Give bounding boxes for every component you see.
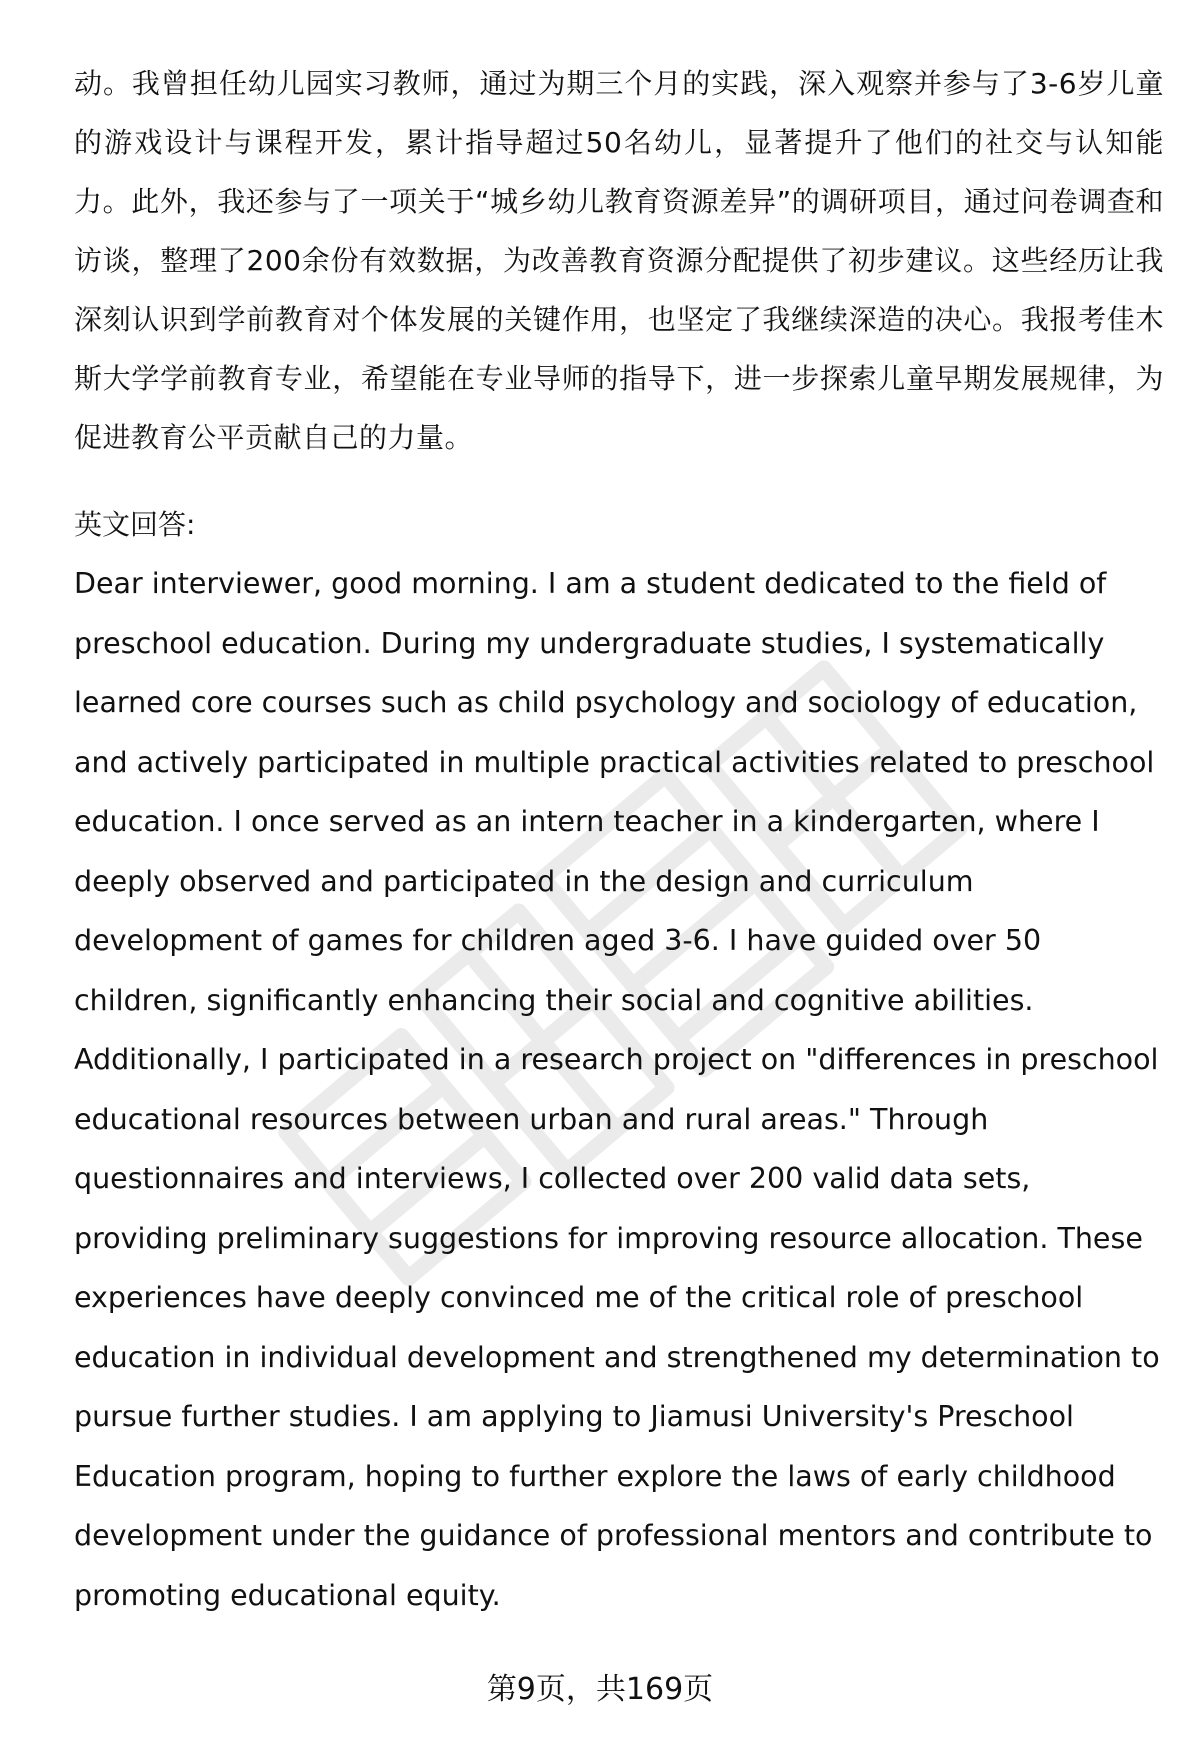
document-body (74, 54, 1164, 1625)
chinese-answer-paragraph: 动。我曾担任幼儿园实习教师，通过为期三个月的实践，深入观察并参与了3-6岁儿童的游戏设计与课程开发，累计指导超过50名幼儿，显著提升了他们的社交与认知能力。此外，我还参与了一项关于“城乡幼儿教育资源差异”的调研项目，通过问卷调查和访谈，整理了200余份有效数据，为改善教育资源分配提供了初步建议。这些经历让我深刻认识到学前教育对个体发展的关键作用，也坚定了我继续深造的决心。我报考佳木斯大学学前教育专业，希望能在专业导师的指导下，进一步探索儿童早期发展规律，为促进教育公平贡献自己的力量。 (74, 67, 1164, 454)
english-answer-label: 英文回答: (74, 508, 196, 541)
english-answer-paragraph: Dear interviewer, good morning. I am a student dedicated to the field of preschool education. During my undergraduate studies, I systematically learned core courses such as child psychology and sociology of education, and actively participated in multiple practical activities related to preschool education. I once served as an intern teacher in a kindergarten, where I deeply observed and participated in the design and curriculum development of games for children aged 3-6. I have guided over 50 children, significantly enhancing their social and cognitive abilities. Additionally, I participated in a research project on "differences in preschool educational resources between urban and rural areas." Through questionnaires and interviews, I collected over 200 valid data sets, providing preliminary suggestions for improving resource allocation. These experiences have deeply convinced me of the critical role of preschool education in individual development and strengthened my determination to pursue further studies. I am applying to Jiamusi University's Preschool Education program, hoping to further explore the laws of early childhood development under the guidance of professional mentors and contribute to promoting educational equity. (74, 567, 1160, 1612)
page-number: 第9页，共169页 (486, 1672, 714, 1707)
